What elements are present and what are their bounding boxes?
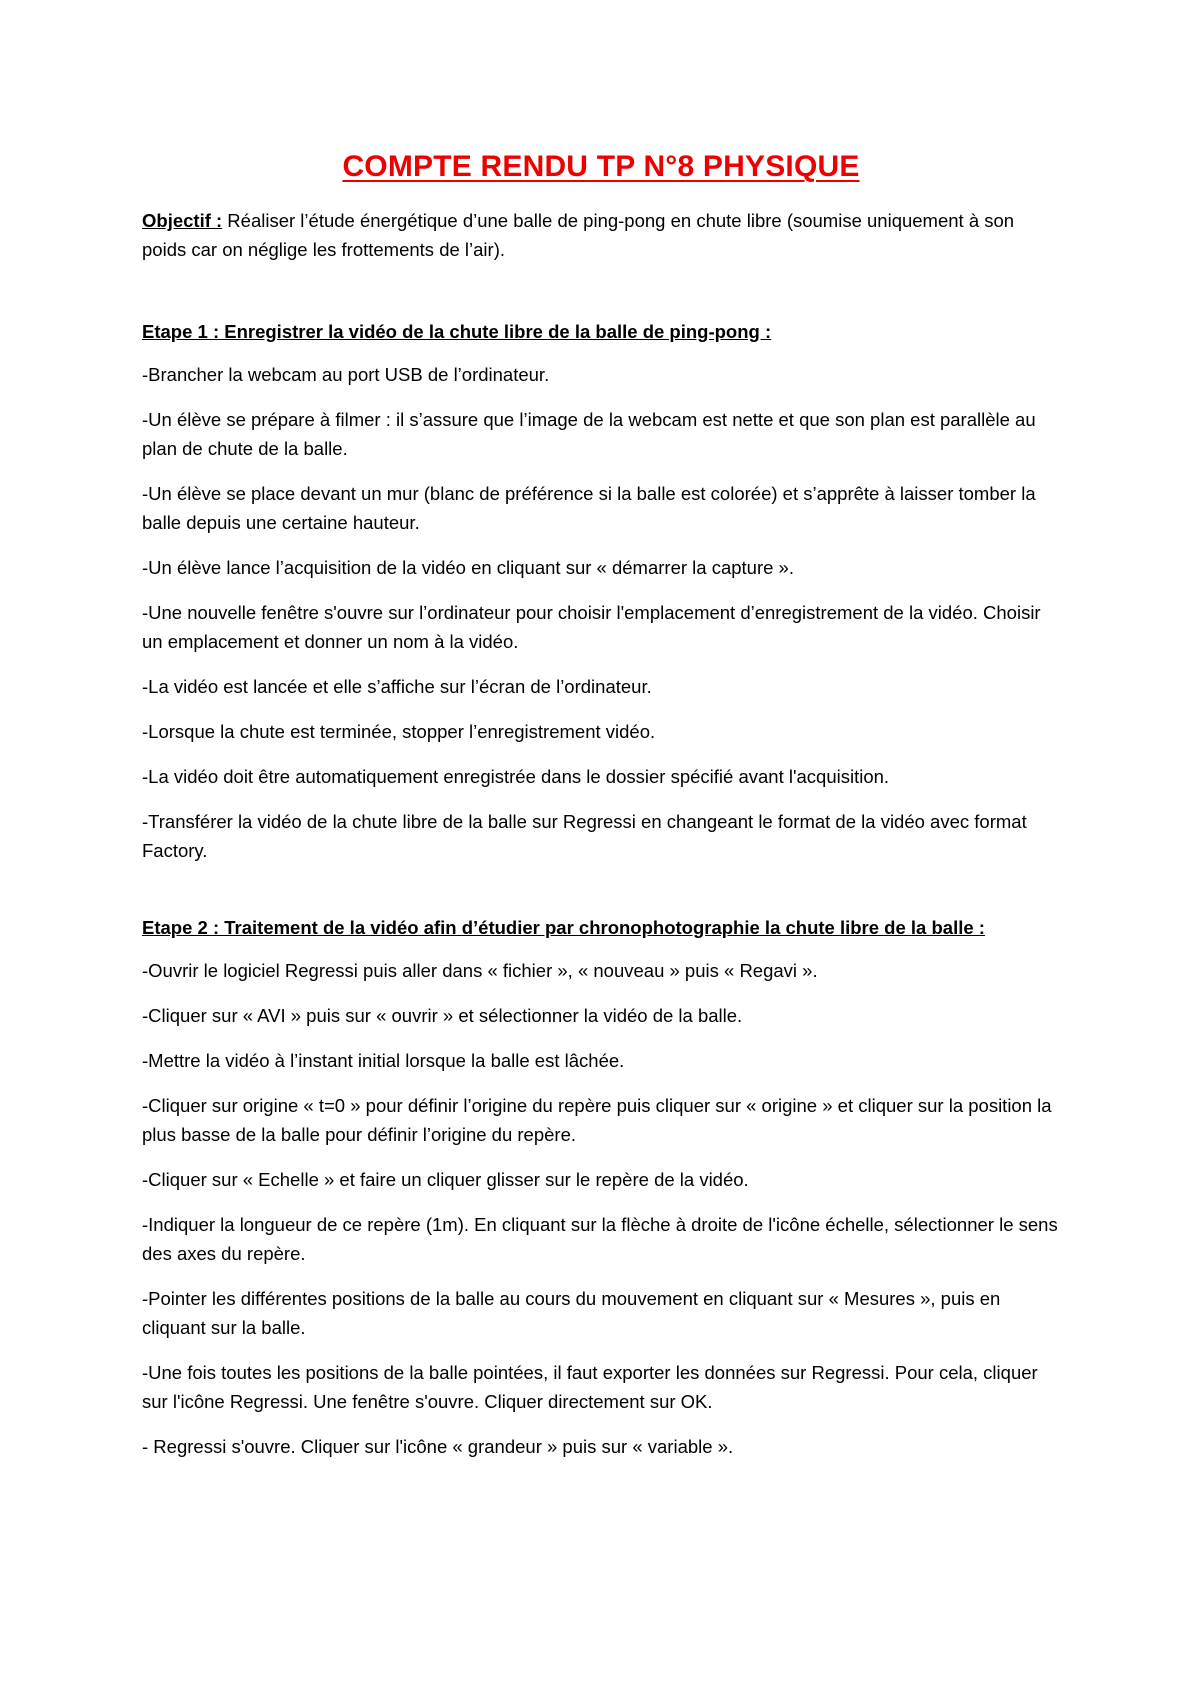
step-item: -Un élève lance l’acquisition de la vidéo en cliquant sur « démarrer la capture ».	[142, 557, 794, 578]
section-etape-1	[142, 317, 1060, 865]
step-item: -Cliquer sur « AVI » puis sur « ouvrir » et sélectionner la vidéo de la balle.	[142, 1005, 743, 1026]
step-item: -Ouvrir le logiciel Regressi puis aller dans « fichier », « nouveau » puis « Regavi ».	[142, 960, 818, 981]
step-item: -Un élève se place devant un mur (blanc de préférence si la balle est colorée) et s’apprête à laisser tomber la balle depuis une certaine hauteur.	[142, 483, 1036, 533]
step-item: -Indiquer la longueur de ce repère (1m). En cliquant sur la flèche à droite de l'icône échelle, sélectionner le sens des axes du repère.	[142, 1214, 1058, 1264]
step-item: -Une nouvelle fenêtre s'ouvre sur l’ordinateur pour choisir l'emplacement d’enregistrement de la vidéo. Choisir un emplacement et donner un nom à la vidéo.	[142, 602, 1041, 652]
step-item: -La vidéo est lancée et elle s’affiche sur l’écran de l’ordinateur.	[142, 676, 652, 697]
section-heading: Etape 2 : Traitement de la vidéo afin d’étudier par chronophotographie la chute libre de la balle :	[142, 917, 985, 938]
objective-paragraph	[142, 206, 1060, 264]
step-item: -Cliquer sur origine « t=0 » pour définir l’origine du repère puis cliquer sur « origine » et cliquer sur la position la plus basse de la balle pour définir l’origine du repère.	[142, 1095, 1052, 1145]
step-item: -Une fois toutes les positions de la balle pointées, il faut exporter les données sur Regressi. Pour cela, cliquer sur l'icône Regressi. Une fenêtre s'ouvre. Cliquer directement sur OK.	[142, 1362, 1038, 1412]
step-item: -Brancher la webcam au port USB de l’ordinateur.	[142, 364, 550, 385]
step-item: -Transférer la vidéo de la chute libre de la balle sur Regressi en changeant le format de la vidéo avec format Factory.	[142, 811, 1027, 861]
section-etape-2	[142, 913, 1060, 1461]
step-item: -Un élève se prépare à filmer : il s’assure que l’image de la webcam est nette et que son plan est parallèle au plan de chute de la balle.	[142, 409, 1036, 459]
step-item: - Regressi s'ouvre. Cliquer sur l'icône « grandeur » puis sur « variable ».	[142, 1436, 734, 1457]
step-item: -Mettre la vidéo à l’instant initial lorsque la balle est lâchée.	[142, 1050, 625, 1071]
objective-label: Objectif :	[142, 210, 223, 231]
step-item: -Cliquer sur « Echelle » et faire un cliquer glisser sur le repère de la vidéo.	[142, 1169, 749, 1190]
step-item: -La vidéo doit être automatiquement enregistrée dans le dossier spécifié avant l'acquisition.	[142, 766, 890, 787]
document-title: COMPTE RENDU TP N°8 PHYSIQUE	[342, 150, 860, 183]
step-item: -Pointer les différentes positions de la balle au cours du mouvement en cliquant sur « Mesures », puis en cliquant sur la balle.	[142, 1288, 1001, 1338]
objective-text: Réaliser l’étude énergétique d’une balle de ping-pong en chute libre (soumise uniquement à son poids car on néglige les frottements de l’air).	[142, 210, 1015, 260]
section-heading: Etape 1 : Enregistrer la vidéo de la chute libre de la balle de ping-pong :	[142, 321, 772, 342]
step-item: -Lorsque la chute est terminée, stopper l’enregistrement vidéo.	[142, 721, 656, 742]
